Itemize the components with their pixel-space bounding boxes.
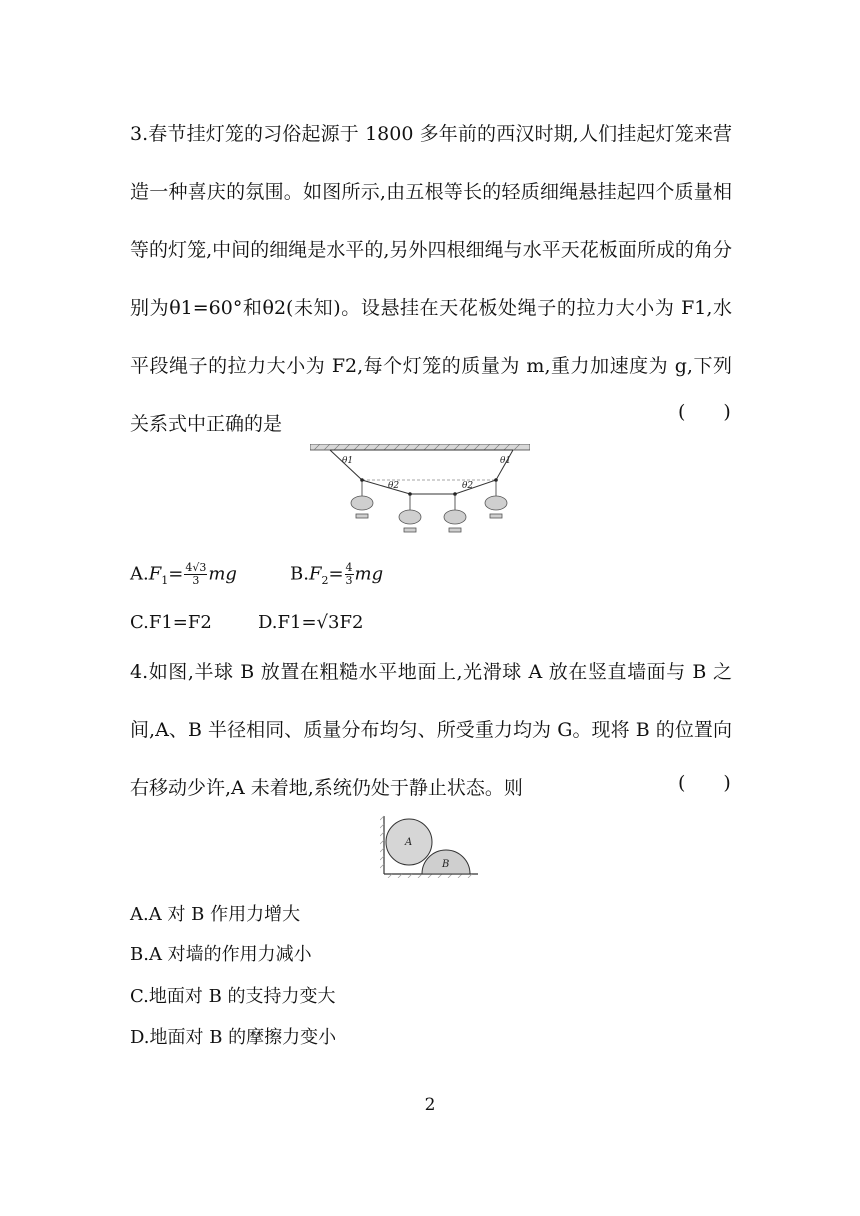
option-4a: A.A 对 B 作用力增大 xyxy=(130,904,301,925)
question-3-text: 3.春节挂灯笼的习俗起源于 1800 多年前的西汉时期,人们挂起灯笼来营造一种喜庆的氛围。如图所示,由五根等长的轻质细绳悬挂起四个质量相等的灯笼,中间的细绳是水平的,另外四根细绳与水平天花板面所成的角分别为θ1=60°和θ2(未知)。设悬挂在天花板处绳子的拉力大小为 F1,水平段绳子的拉力大小为 F2,每个灯笼的质量为 m,重力加速度为 g,下列关系式中正确的是 xyxy=(130,123,732,435)
svg-text:θ1: θ1 xyxy=(342,456,354,466)
svg-text:θ2: θ2 xyxy=(388,481,400,491)
page-number: 2 xyxy=(424,1095,436,1115)
question-3-answer-bracket: ( ) xyxy=(678,401,731,423)
question-4-text: 4.如图,半球 B 放置在粗糙水平地面上,光滑球 A 放在竖直墙面与 B 之间,A、B 半径相同、质量分布均匀、所受重力均为 G。现将 B 的位置向右移动少许,A 未着地,系统仍处于静止状态。则 xyxy=(130,661,732,799)
option-4d: D.地面对 B 的摩擦力变小 xyxy=(130,1027,337,1048)
question-4-answer-bracket: ( ) xyxy=(678,772,731,794)
option-4c: C.地面对 B 的支持力变大 xyxy=(130,986,336,1007)
svg-text:A: A xyxy=(405,837,413,848)
option-3c: C.F1=F2 xyxy=(130,612,212,633)
option-3d: D.F1=√3F2 xyxy=(258,612,364,633)
ball-hemisphere-figure xyxy=(380,814,480,878)
option-3b: $B.F_2=$ $\frac{4}{3}$ mg xyxy=(290,561,384,588)
svg-text:θ1: θ1 xyxy=(500,456,512,466)
svg-text:θ2: θ2 xyxy=(462,481,474,491)
lantern-figure xyxy=(310,444,530,539)
option-3a: $A.F_1=$ $\frac{4√3}{3}$ mg xyxy=(130,561,237,588)
option-4b: B.A 对墙的作用力减小 xyxy=(130,944,312,965)
svg-text:B: B xyxy=(442,859,450,870)
